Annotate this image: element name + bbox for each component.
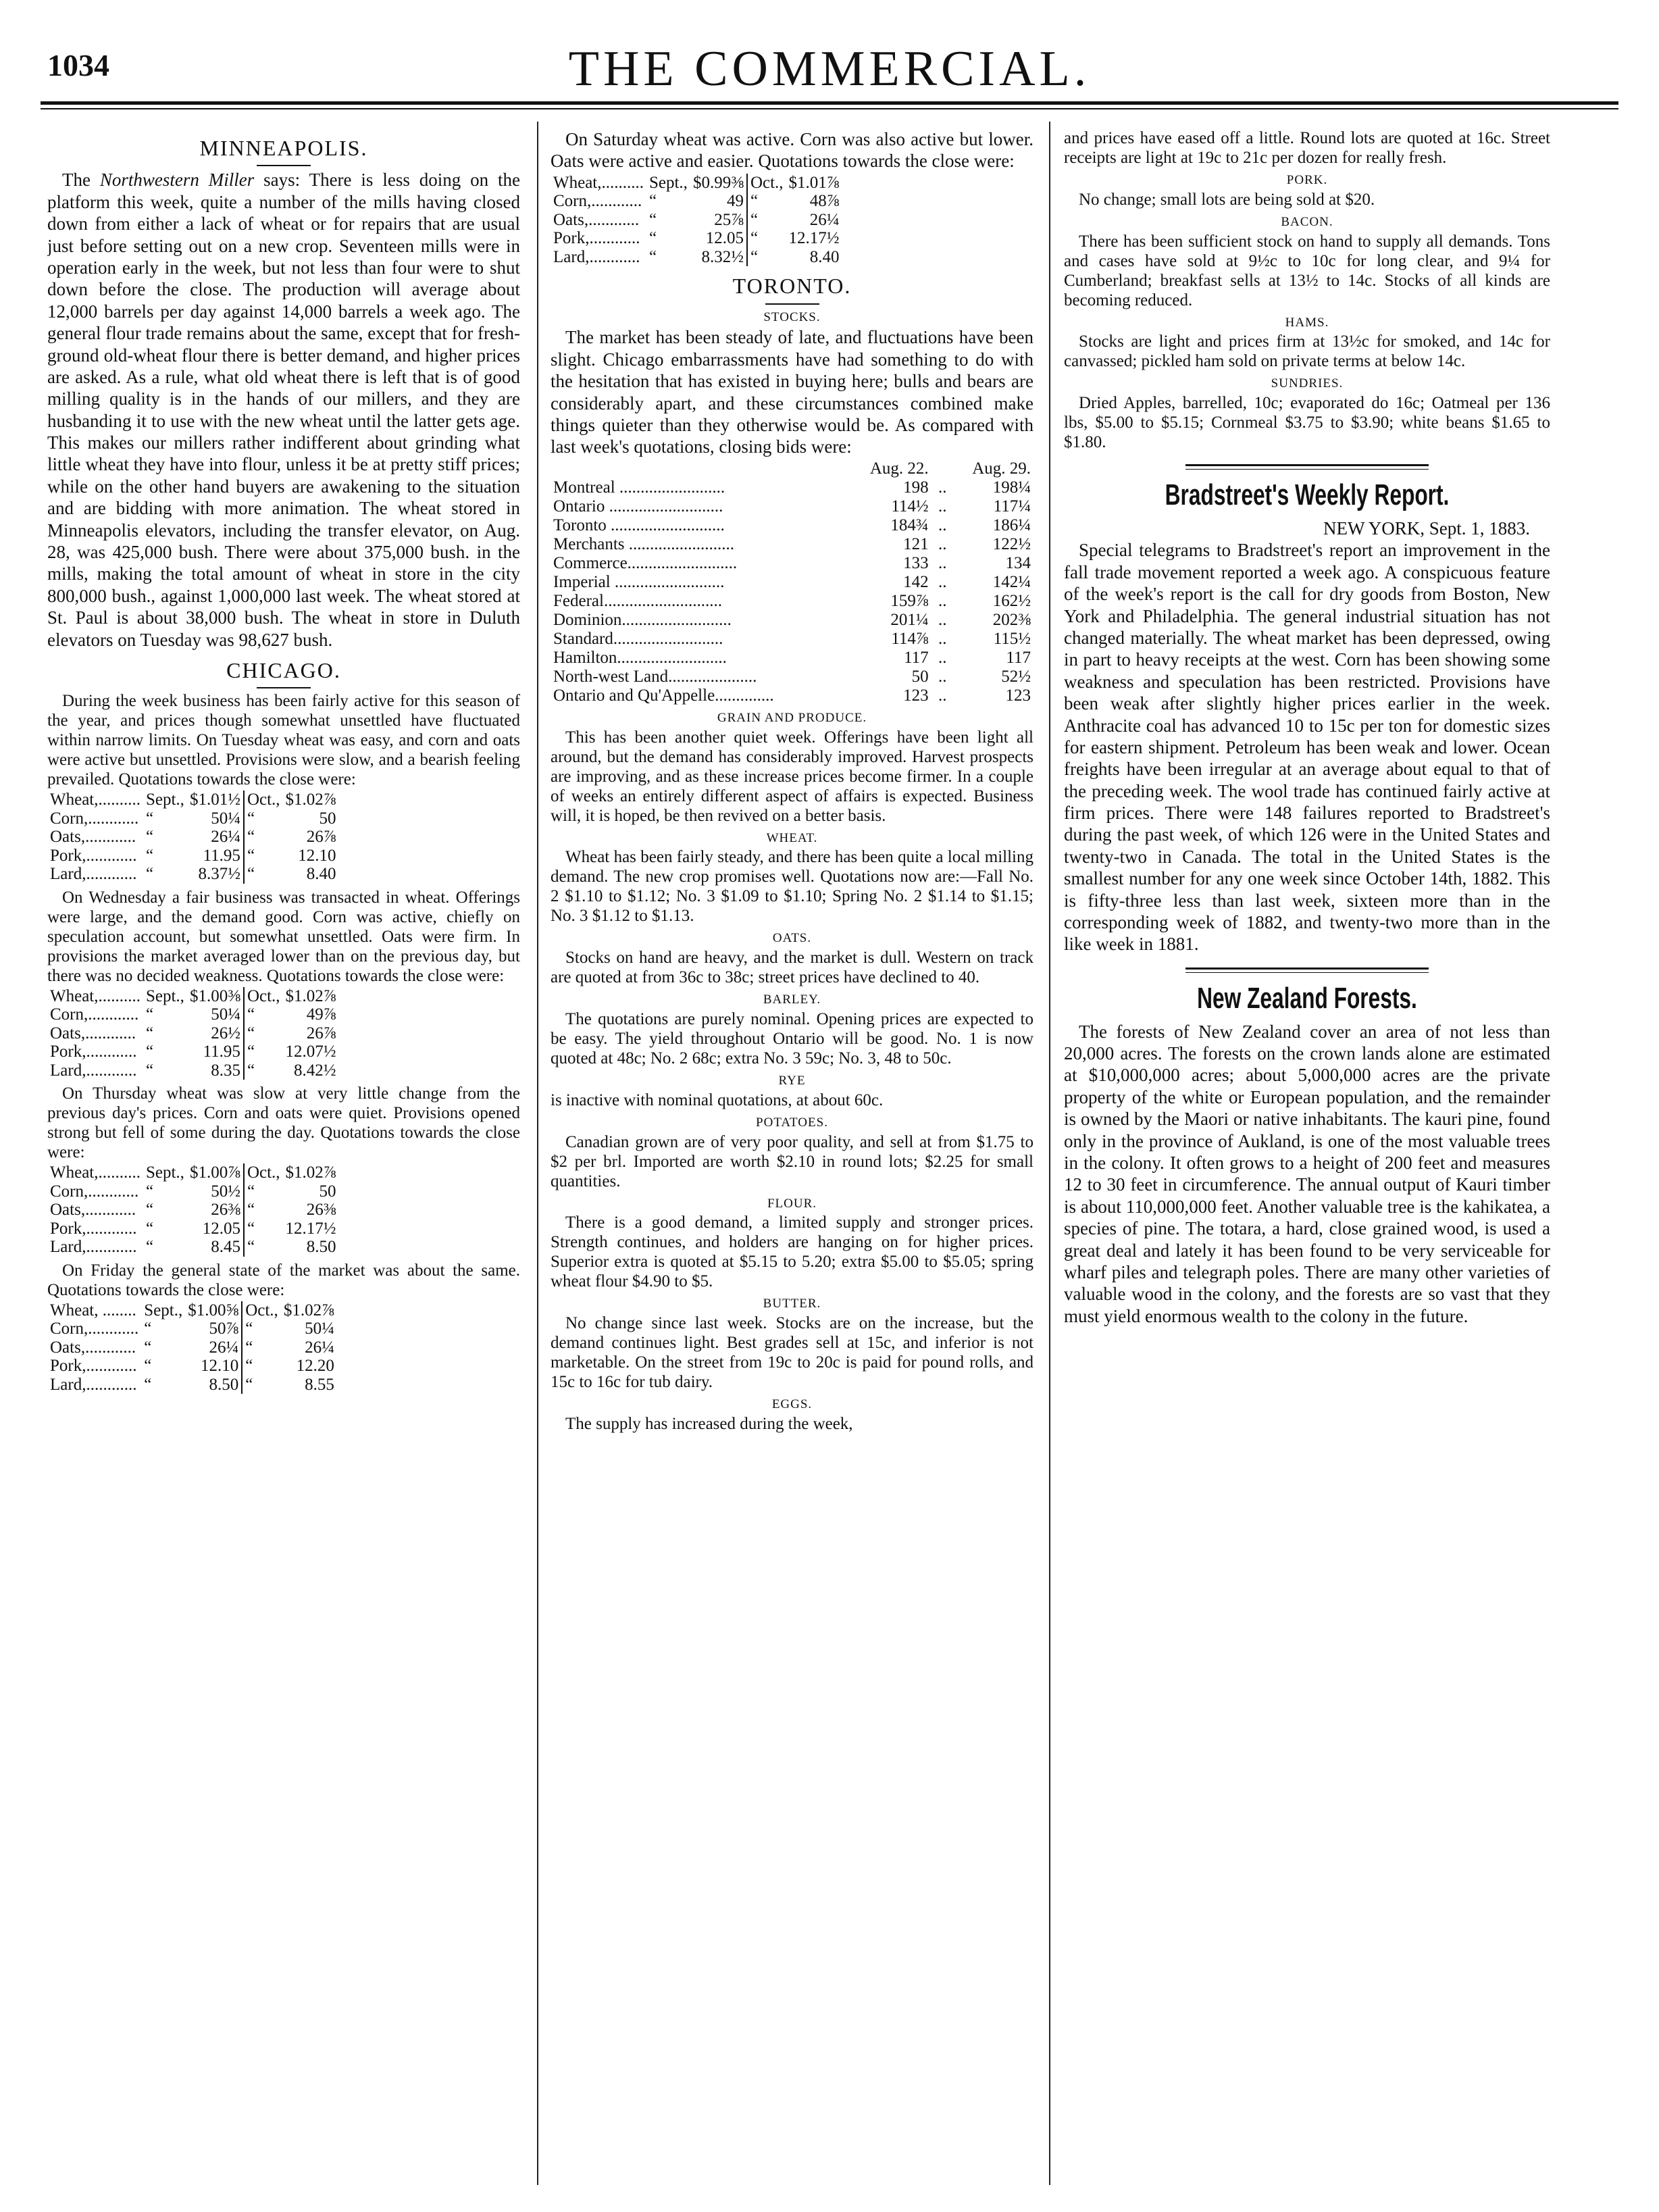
price-value: 50½	[211, 1182, 240, 1201]
month-label: “	[145, 1219, 154, 1238]
chicago-paragraph-4: On Friday the general state of the market was about the same. Quotations towards the close were:	[47, 1261, 520, 1299]
month-label: “	[244, 1238, 283, 1257]
price-value: 49⅞	[306, 1005, 336, 1024]
stock-row	[551, 649, 1033, 668]
stock-price-aug29: 52½	[1001, 667, 1031, 686]
month-label: “	[244, 1024, 283, 1043]
quotation-row	[47, 809, 339, 828]
price-value: 8.32½	[701, 247, 744, 266]
quotation-row	[47, 790, 339, 809]
column-divider	[537, 122, 538, 2185]
stock-row	[551, 668, 1033, 686]
stock-price-aug29: 122½	[992, 534, 1031, 553]
commodity-name: Oats,............	[50, 1338, 136, 1357]
price-value: 12.05	[202, 1219, 240, 1238]
oats-paragraph: Stocks on hand are heavy, and the market is dull. Western on track are quoted at from 36c to 38c; street prices have declined to 40.	[551, 949, 1033, 987]
quotation-table	[47, 987, 339, 1080]
price-value: 11.95	[203, 846, 240, 865]
subheading-barley: BARLEY.	[763, 992, 821, 1007]
month-label: Oct.,	[244, 1163, 283, 1182]
price-value: $1.01⅞	[788, 173, 840, 192]
quotation-row	[47, 1024, 339, 1043]
quotation-row	[47, 1182, 339, 1201]
month-label: Oct.,	[242, 1301, 281, 1320]
stock-price-aug22: 123	[903, 686, 929, 705]
stock-name: Montreal .........................	[553, 478, 725, 497]
column-divider	[1049, 122, 1050, 2185]
separator: ..	[938, 686, 947, 705]
column-2	[551, 128, 1033, 2192]
section-heading-minneapolis: MINNEAPOLIS.	[47, 135, 520, 166]
quotation-row	[47, 1319, 337, 1338]
stock-row	[551, 611, 1033, 630]
price-value: 26¼	[211, 828, 240, 847]
price-value: 26⅜	[211, 1201, 240, 1220]
commodity-name: Corn,............	[50, 1319, 139, 1338]
commodity-name: Lard,............	[50, 865, 137, 884]
stock-price-aug22: 133	[903, 553, 929, 572]
commodity-name: Corn,............	[50, 1182, 139, 1201]
masthead	[41, 27, 1618, 108]
stock-price-aug29: 115½	[993, 629, 1031, 648]
barley-paragraph: The quotations are purely nominal. Opening prices are expected to be easy. The yield throughout Ontario will be good. No. 1 is now quoted at 48c; No. 2 68c; extra No. 3 59c; No. 3, 48 to 50c.	[551, 1010, 1033, 1067]
commodity-name: Lard,............	[50, 1061, 137, 1080]
price-value: 26⅞	[306, 828, 336, 847]
month-label: Oct.,	[244, 790, 283, 809]
stock-name: Standard..........................	[553, 629, 723, 648]
month-label: “	[145, 1042, 154, 1061]
stock-price-aug22: 201¼	[890, 610, 929, 629]
commodity-name: Wheat,..........	[50, 790, 141, 809]
separator: ..	[938, 478, 947, 497]
quotation-row	[47, 1061, 339, 1080]
stock-name: Ontario ...........................	[553, 497, 723, 516]
quotation-row	[47, 1357, 337, 1376]
subheading-grain: GRAIN AND PRODUCE.	[717, 710, 867, 725]
pork-paragraph: No change; small lots are being sold at $20.	[1079, 190, 1375, 209]
column-header: Aug. 29.	[972, 459, 1031, 478]
subheading-eggs: EGGS.	[771, 1397, 813, 1412]
price-value: $1.00⅝	[188, 1301, 239, 1319]
stock-row	[551, 592, 1033, 611]
month-label: “	[244, 1042, 283, 1061]
subheading-flour: FLOUR.	[767, 1196, 817, 1211]
subheading-sundries: SUNDRIES.	[1271, 376, 1344, 391]
price-value: 50¼	[211, 1005, 240, 1024]
quotation-row	[47, 1338, 337, 1357]
stock-price-aug29: 198¼	[992, 478, 1031, 497]
quotation-row	[47, 828, 339, 847]
bradstreet-paragraph: Special telegrams to Bradstreet's report an improvement in the fall trade movement reported a week ago. A conspicuous feature of the week's report is the call for dry goods from Boston, New York and Philadelphia. The general industrial situation has not changed materially. The wheat market has been depressed, owing in part to heavy receipts at the west. Corn has been showing some weakness and speculation has been restricted. Provisions have been weak after slightly higher prices earlier in the week. Anthracite coal has advanced 10 to 15c per ton for domestic sizes for eastern shipment. Petroleum has been weak and lower. Ocean freights have been irregular at an average about equal to that of the preceding week. The wool trade has continued fairly active at firm prices. There were 148 failures reported to Bradstreet's during the past week, of which 126 were in the United States and twenty-two in Canada. The total in the United States is the smallest number for any one week since October 14th, 1882. This is fifty-three less than last week, sixteen more than in the corresponding week of 1882, and twenty-two more than in the like week in 1881.	[1064, 540, 1550, 955]
price-value: 12.05	[705, 229, 744, 248]
price-value: 26⅜	[306, 1201, 336, 1220]
butter-paragraph: No change since last week. Stocks are on the increase, but the demand continues light. Best grades sell at 15c, and inferior is not marketable. On the street from 19c to 20c is paid for pound rolls, and 15c to 16c for tub dairy.	[551, 1314, 1033, 1392]
month-label: “	[747, 248, 786, 267]
separator: ..	[938, 610, 947, 629]
price-value: 26¼	[209, 1338, 239, 1357]
month-label: “	[145, 1238, 154, 1257]
price-value: 26⅞	[306, 1024, 336, 1042]
quotation-row	[551, 229, 842, 248]
price-value: 26¼	[305, 1338, 334, 1357]
separator: ..	[938, 591, 947, 610]
chicago-paragraph-1: During the week business has been fairly active for this season of the year, and prices though somewhat unsettled have fluctuated within narrow limits. On Tuesday wheat was easy, and corn and oats were active but unsettled. Provisions were slow, and a bearish feeling prevailed. Quotations towards the close were:	[47, 692, 520, 789]
separator: ..	[938, 534, 947, 553]
price-value: 8.40	[306, 865, 336, 884]
quotation-row	[47, 1220, 339, 1238]
price-value: 50⅞	[209, 1319, 239, 1338]
month-label: “	[747, 211, 786, 230]
source-name: Northwestern Miller	[99, 170, 255, 191]
quotation-row	[551, 174, 842, 193]
quotation-row	[47, 987, 339, 1006]
price-value: 8.45	[211, 1238, 240, 1257]
price-value: 25⅞	[714, 210, 744, 229]
month-label: Sept.,	[144, 1301, 183, 1319]
hams-paragraph: Stocks are light and prices firm at 13½c for smoked, and 14c for canvassed; pickled ham sold on private terms at below 14c.	[1064, 332, 1550, 371]
bacon-paragraph: There has been sufficient stock on hand to supply all demands. Tons and cases have sold at 9½c to 10c for long clear, and 9¼ for Cumberland; breakfast sells at 13½ to 14c. Stocks of all kinds are becoming reduced.	[1064, 232, 1550, 309]
month-label: “	[244, 865, 283, 884]
month-label: “	[144, 1338, 152, 1357]
commodity-name: Oats,............	[50, 1201, 136, 1220]
quotation-row	[47, 1301, 337, 1320]
month-label: “	[244, 1061, 283, 1080]
subheading-potatoes: POTATOES.	[756, 1115, 828, 1130]
separator: ..	[938, 572, 947, 591]
stock-price-aug22: 114½	[891, 497, 929, 516]
month-label: “	[145, 1061, 154, 1080]
commodity-name: Lard,............	[553, 247, 640, 266]
month-label: “	[747, 192, 786, 211]
bradstreet-heading: Bradstreet's Weekly Report.	[1165, 478, 1450, 512]
price-value: 8.35	[211, 1061, 240, 1080]
month-label: Oct.,	[747, 174, 786, 193]
grain-paragraph: This has been another quiet week. Offerings have been light all around, but the demand has considerably improved. Harvest prospects are improving, and as these increase prices become firmer. In a couple of weeks an entirely different aspect of affairs is expected. Business will, it is hoped, be then revived on a better basis.	[551, 728, 1033, 825]
subheading-butter: BUTTER.	[763, 1297, 821, 1311]
quotation-row	[47, 1005, 339, 1024]
month-label: “	[145, 1005, 154, 1024]
price-value: 11.95	[203, 1042, 240, 1061]
stock-price-aug22: 50	[911, 667, 929, 686]
subheading-stocks: STOCKS.	[763, 309, 821, 324]
price-value: 26½	[211, 1024, 240, 1042]
quotation-row	[47, 1163, 339, 1182]
stock-row	[551, 630, 1033, 649]
month-label: “	[145, 809, 154, 828]
commodity-name: Pork,............	[50, 846, 137, 865]
quotation-row	[47, 1042, 339, 1061]
month-label: “	[145, 828, 154, 847]
stock-price-aug22: 117	[904, 648, 929, 667]
stock-name: Hamilton..........................	[553, 648, 727, 667]
price-value: 8.40	[809, 247, 840, 266]
column-3	[1064, 128, 1550, 2192]
month-label: “	[144, 1319, 152, 1338]
stock-row	[551, 535, 1033, 554]
eggs-paragraph: The supply has increased during the week,	[565, 1414, 853, 1433]
separator: ..	[938, 648, 947, 667]
month-label: “	[242, 1338, 281, 1357]
month-label: “	[244, 847, 283, 865]
section-heading-chicago: CHICAGO.	[47, 657, 520, 688]
quotation-row	[47, 1376, 337, 1394]
price-value: $0.99⅜	[692, 173, 744, 192]
month-label: “	[747, 229, 786, 248]
subheading-bacon: BACON.	[1281, 214, 1333, 229]
column-1	[47, 128, 520, 2192]
minneapolis-paragraph	[47, 169, 520, 651]
price-value: 12.17½	[285, 1219, 336, 1238]
minneapolis-text: says: There is less doing on the platform this week, quite a number of the mills having closed down from either a lack of wheat or for repairs that are usual just before setting out on a new crop. Seventeen mills were in operation early in the week, but not less than four were to shut down before the close. The production will average about 12,000 barrels per day against 14,000 barrels a week ago. The general flour trade remains about the same, except that for fresh-ground old-wheat flour there is better demand, and higher prices are asked. As a rule, what old wheat there is left that is of good milling quality is in the hands of our millers, and they are husbanding it to use with the new wheat until the latter gets age. This makes our millers rather indifferent about grinding what little wheat they have into flour, unless it be at pretty stiff prices; while on the other hand buyers are awakening to the situation and are bidding with more animation. The wheat stored in Minneapolis elevators, including the transfer elevator, on Aug. 28, was 425,000 bush. There were about 375,000 bush. in the mills, making the total amount of wheat in store in the city 800,000 bush., against 1,000,000 last week. The wheat stored at St. Paul is about 38,000 bush. The wheat in store in Duluth elevators on Tuesday was 98,627 bush.	[47, 170, 520, 650]
stock-price-aug29: 202⅜	[992, 610, 1031, 629]
stock-row	[551, 554, 1033, 573]
month-label: “	[144, 1357, 152, 1376]
month-label: “	[145, 846, 154, 865]
chicago-saturday-paragraph: On Saturday wheat was active. Corn was also active but lower. Oats were active and easier. Quotations towards the close were:	[551, 129, 1033, 172]
separator: ..	[938, 629, 947, 648]
month-label: “	[242, 1319, 281, 1338]
commodity-name: Oats,............	[50, 828, 136, 847]
month-label: Sept.,	[145, 790, 184, 809]
stock-price-aug29: 123	[1005, 686, 1031, 705]
stocks-table-header	[551, 459, 1033, 478]
newspaper-title: THE COMMERCIAL.	[568, 41, 1091, 97]
price-value: 50	[319, 809, 336, 828]
month-label: “	[144, 1375, 152, 1394]
new-zealand-heading: New Zealand Forests.	[1197, 981, 1417, 1015]
page-number: 1034	[47, 48, 109, 82]
price-value: $1.00⅜	[189, 986, 240, 1005]
commodity-name: Corn,............	[553, 192, 642, 211]
month-label: “	[244, 809, 283, 828]
dateline: NEW YORK, Sept. 1, 1883.	[1323, 518, 1530, 538]
stock-price-aug22: 198	[903, 478, 929, 497]
quotation-row	[47, 847, 339, 865]
stock-row	[551, 573, 1033, 592]
commodity-name: Corn,............	[50, 809, 139, 828]
quotation-table	[47, 1301, 337, 1394]
commodity-name: Corn,............	[50, 1005, 139, 1024]
month-label: “	[244, 1005, 283, 1024]
section-divider	[1185, 967, 1429, 973]
chicago-paragraph-3: On Thursday wheat was slow at very little change from the previous day's prices. Corn and oats were quiet. Provisions opened strong but fell of some during the day. Quotations towards the close were:	[47, 1084, 520, 1162]
price-value: $1.02⅞	[285, 1163, 336, 1182]
month-label: “	[145, 1201, 154, 1220]
month-label: “	[242, 1376, 281, 1394]
subheading-wheat: WHEAT.	[766, 830, 818, 845]
commodity-name: Wheat, ........	[50, 1301, 136, 1319]
stock-row	[551, 686, 1033, 705]
stock-row	[551, 516, 1033, 535]
stock-price-aug29: 117	[1006, 648, 1031, 667]
price-value: 8.55	[305, 1375, 334, 1394]
subheading-pork: PORK.	[1286, 173, 1328, 187]
stock-name: Federal............................	[553, 591, 722, 610]
commodity-name: Lard,............	[50, 1238, 137, 1257]
month-label: “	[244, 1220, 283, 1238]
subheading-oats: OATS.	[772, 931, 812, 946]
price-value: 50¼	[305, 1319, 334, 1338]
price-value: 50	[319, 1182, 336, 1201]
commodity-name: Lard,............	[50, 1375, 137, 1394]
potatoes-paragraph: Canadian grown are of very poor quality, and sell at from $1.75 to $2 per brl. Imported are worth $2.10 in round lots; $2.25 for small quantities.	[551, 1132, 1033, 1190]
price-value: 26¼	[809, 210, 840, 229]
month-label: “	[145, 1182, 154, 1201]
price-value: $1.02⅞	[285, 986, 336, 1005]
commodity-name: Pork,............	[50, 1042, 137, 1061]
header-rule-thin	[41, 108, 1618, 109]
column-header: Aug. 22.	[869, 459, 929, 478]
section-heading-toronto: TORONTO.	[551, 273, 1033, 304]
stock-price-aug29: 134	[1005, 553, 1031, 572]
price-value: 12.20	[296, 1357, 334, 1376]
commodity-name: Pork,............	[553, 229, 640, 248]
separator: ..	[938, 553, 947, 572]
commodity-name: Oats,............	[553, 210, 640, 229]
price-value: 48⅞	[809, 192, 840, 211]
stock-price-aug29: 117¼	[993, 497, 1031, 516]
price-value: $1.02⅞	[283, 1301, 334, 1319]
commodity-name: Pork,............	[50, 1219, 137, 1238]
month-label: “	[244, 828, 283, 847]
price-value: 12.07½	[285, 1042, 336, 1061]
price-value: 50¼	[211, 809, 240, 828]
stock-name: Toronto ...........................	[553, 516, 725, 534]
stock-price-aug29: 162½	[992, 591, 1031, 610]
commodity-name: Oats,............	[50, 1024, 136, 1042]
new-zealand-paragraph: The forests of New Zealand cover an area of not less than 20,000 acres. The forests on the crown lands alone are estimated at $10,000,000 acres; about 5,000,000 acres are the private property of the white or European population, and the remainder is owned by the Maori or native inhabitants. The kauri pine, found only in the province of Aukland, is one of the most valuable trees in the colony. It often grows to a height of 200 feet and measures 12 to 30 feet in circumference. The annual output of Kauri timber is about 110,000,000 feet. Another valuable tree is the kahikatea, a species of pine. The totara, a hard, close grained wood, is used a great deal and lately it has been found to be very serviceable for wharf piles and telegraph poles. There are many other varieties of valuable wood in the colony, and the forests are so vast that they must yield enormous wealth to the colony in the future.	[1064, 1021, 1550, 1326]
stock-name: Ontario and Qu'Appelle..............	[553, 686, 774, 705]
stock-price-aug22: 142	[903, 572, 929, 591]
stock-name: Imperial ..........................	[553, 572, 725, 591]
quotation-table	[47, 1163, 339, 1257]
price-value: 12.10	[200, 1357, 239, 1376]
section-divider	[1185, 464, 1429, 470]
quotation-row	[551, 211, 842, 230]
subheading-rye: RYE	[778, 1074, 806, 1088]
stock-price-aug29: 142¼	[992, 572, 1031, 591]
stocks-table	[551, 459, 1033, 705]
price-value: 8.50	[209, 1375, 239, 1394]
month-label: “	[145, 1024, 154, 1042]
quotation-row	[47, 865, 339, 884]
month-label: “	[648, 229, 657, 248]
price-value: $1.01½	[189, 790, 240, 809]
quotation-row	[551, 248, 842, 267]
stocks-paragraph: The market has been steady of late, and fluctuations have been slight. Chicago embarrassments have had something to do with the hesitation that has existed in buying here; bulls and bears are considerably apart, and these circumstances combined make things quieter than they otherwise would be. As compared with last week's quotations, closing bids were:	[551, 327, 1033, 457]
stocks-rows	[551, 478, 1033, 705]
commodity-name: Wheat,..........	[553, 173, 644, 192]
month-label: “	[244, 1182, 283, 1201]
price-value: 12.10	[298, 846, 336, 865]
stock-name: North-west Land.....................	[553, 667, 757, 686]
quotation-row	[47, 1201, 339, 1220]
sundries-paragraph: Dried Apples, barrelled, 10c; evaporated do 16c; Oatmeal per 136 lbs, $5.00 to $5.15; Cornmeal $3.75 to $3.90; white beans $1.65 to $1.80.	[1064, 394, 1550, 452]
month-label: “	[244, 1201, 283, 1220]
price-value: 8.37½	[198, 865, 240, 884]
quotation-row	[47, 1238, 339, 1257]
text-prefix: The	[62, 170, 100, 191]
commodity-name: Pork,............	[50, 1357, 137, 1376]
month-label: Sept.,	[145, 986, 184, 1005]
quotation-table	[551, 174, 842, 267]
stock-price-aug22: 184¾	[890, 516, 929, 534]
price-value: 8.42½	[294, 1061, 336, 1080]
stock-price-aug22: 121	[903, 534, 929, 553]
eggs-continued-paragraph: and prices have eased off a little. Round lots are quoted at 16c. Street receipts are light at 19c to 21c per dozen for really fresh.	[1064, 129, 1550, 167]
commodity-name: Wheat,..........	[50, 986, 141, 1005]
wheat-paragraph: Wheat has been fairly steady, and there has been quite a local milling demand. The new crop promises well. Quotations now are:—Fall No. 2 $1.10 to $1.12; No. 3 $1.09 to $1.10; Spring No. 2 $1.14 to $1.15; No. 3 $1.12 to $1.13.	[551, 848, 1033, 926]
stock-name: Merchants .........................	[553, 534, 735, 553]
stock-row	[551, 497, 1033, 516]
month-label: Sept.,	[145, 1163, 184, 1182]
month-label: “	[648, 210, 657, 229]
price-value: 8.50	[306, 1238, 336, 1257]
price-value: $1.00⅞	[189, 1163, 240, 1182]
flour-paragraph: There is a good demand, a limited supply and stronger prices. Strength continues, and holders are hanging on for higher prices. Superior extra is quoted at $5.15 to 5.20; extra $5.00 to $5.05; spring wheat flour $4.90 to $5.	[551, 1213, 1033, 1291]
month-label: “	[648, 247, 657, 266]
quotation-row	[551, 192, 842, 211]
month-label: “	[242, 1357, 281, 1376]
month-label: “	[648, 192, 657, 211]
stock-price-aug22: 114⅞	[891, 629, 929, 648]
stock-price-aug22: 159⅞	[890, 591, 929, 610]
month-label: “	[145, 865, 154, 884]
separator: ..	[938, 667, 947, 686]
price-value: $1.02⅞	[285, 790, 336, 809]
subheading-hams: HAMS.	[1285, 315, 1329, 330]
month-label: Oct.,	[244, 987, 283, 1006]
month-label: Sept.,	[648, 173, 688, 192]
header-rule-thick	[41, 101, 1618, 105]
separator: ..	[938, 516, 947, 534]
stock-price-aug29: 186¼	[992, 516, 1031, 534]
quotation-table	[47, 790, 339, 884]
separator: ..	[938, 497, 947, 516]
commodity-name: Wheat,..........	[50, 1163, 141, 1182]
stock-row	[551, 478, 1033, 497]
price-value: 12.17½	[788, 229, 840, 248]
stock-name: Dominion..........................	[553, 610, 732, 629]
price-value: 49	[726, 192, 744, 211]
rye-paragraph: is inactive with nominal quotations, at about 60c.	[551, 1090, 884, 1109]
stock-name: Commerce..........................	[553, 553, 738, 572]
chicago-paragraph-2: On Wednesday a fair business was transacted in wheat. Offerings were large, and the demand good. Corn was active, chiefly on speculation account, but somewhat unsettled. Oats were firm. In provisions the market averaged lower than on the previous day, but there was no decided weakness. Quotations towards the close were:	[47, 888, 520, 985]
